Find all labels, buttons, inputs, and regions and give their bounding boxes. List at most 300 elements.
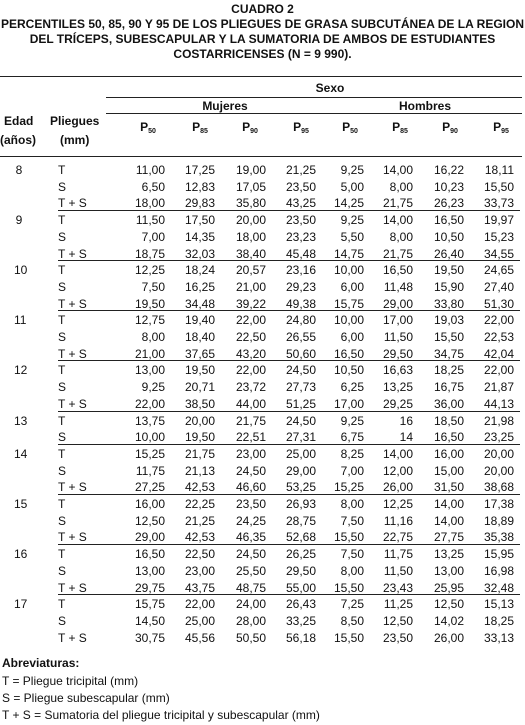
value-cell: 12,25 [134,263,165,278]
table-row [0,278,525,296]
percentile-header: $P_{50}$ [140,120,156,135]
value-cell: 21,75 [184,446,215,461]
value-cell: 29,25 [382,396,413,411]
value-cell: 22,53 [483,330,514,344]
value-cell: 15,90 [433,279,464,294]
value-cell: 26,00 [433,630,464,645]
value-cell: 13,25 [382,380,413,395]
value-cell: 17,38 [483,497,514,511]
value-cell: 13,75 [134,413,165,428]
value-cell: 19,40 [184,313,215,328]
table-row [0,545,525,563]
value-cell: 14,00 [433,497,464,511]
value-cell: 16,50 [433,430,464,445]
table-row [0,161,525,179]
mujeres-header: Mujeres [202,99,248,113]
fold-cell: T + S [58,296,87,311]
fold-cell: T + S [58,580,87,595]
value-cell: 21,75 [382,246,413,261]
value-cell: 33,80 [433,296,464,311]
percentile-header: $P_{85}$ [192,120,208,135]
value-cell: 12,50 [134,513,165,528]
value-cell: 7,50 [340,513,364,528]
value-cell: 16,75 [433,380,464,395]
value-cell: 12,00 [382,463,413,478]
value-cell: 26,23 [433,196,464,211]
age-cell: 12 [14,363,28,378]
age-cell: 16 [14,547,28,562]
value-cell: 14,50 [134,613,165,628]
value-cell: 22,00 [235,313,266,328]
value-cell: 19,50 [184,430,215,445]
value-cell: 15,25 [134,446,165,461]
value-cell: 11,50 [135,213,165,228]
age-cell: 10 [14,263,28,278]
value-cell: 14,00 [382,446,413,461]
abbreviation-item: S = Pliegue subescapular (mm) [2,691,170,705]
value-cell: 16,98 [483,563,514,578]
fold-cell: T [58,597,66,612]
value-cell: 14 [399,430,413,445]
age-cell: 11 [14,313,27,328]
value-cell: 52,68 [285,530,316,545]
value-cell: 12,83 [184,179,215,194]
value-cell: 12,50 [433,597,464,612]
value-cell: 9,25 [340,213,364,228]
value-cell: 13,00 [134,363,165,378]
value-cell: 25,00 [285,446,316,461]
value-cell: 34,75 [433,346,464,361]
fold-cell: T [58,497,66,511]
value-cell: 23,50 [285,179,316,194]
value-cell: 39,22 [235,296,266,311]
table-row [0,462,525,480]
value-cell: 14,02 [433,613,464,628]
edad-unit: (años) [0,133,36,147]
value-cell: 16 [399,413,413,428]
value-cell: 55,00 [285,580,316,595]
value-cell: 23,16 [285,263,316,278]
table-row [0,445,525,463]
value-cell: 35,80 [235,196,266,211]
value-cell: 21,00 [235,279,266,294]
fold-cell: T [58,446,66,461]
value-cell: 33,13 [483,630,514,645]
value-cell: 46,35 [235,530,266,545]
value-cell: 21,25 [184,513,215,528]
value-cell: 28,00 [235,613,266,628]
table-row [0,261,525,279]
age-cell: 14 [14,446,28,461]
value-cell: 20,00 [483,446,514,461]
fold-cell: T [58,213,66,228]
value-cell: 22,51 [235,430,266,445]
value-cell: 8,00 [340,563,364,578]
value-cell: 8,00 [340,497,364,511]
value-cell: 17,50 [184,213,215,228]
value-cell: 8,25 [340,446,364,461]
value-cell: 24,25 [235,513,266,528]
value-cell: 20,00 [483,463,514,478]
value-cell: 17,05 [235,179,266,194]
age-cell: 15 [14,497,28,511]
percentile-header: $P_{95}$ [493,120,509,135]
value-cell: 51,25 [285,396,316,411]
value-cell: 22,00 [235,363,266,378]
value-cell: 14,00 [382,213,413,228]
value-cell: 11,16 [383,513,413,528]
top-rule [0,76,522,77]
value-cell: 10,00 [333,263,364,278]
abbreviation-item: T + S = Sumatoria del pliegue tricipital y subescapular (mm) [2,708,320,722]
value-cell: 43,20 [235,346,266,361]
table-title [0,2,525,62]
value-cell: 23,43 [382,580,413,595]
value-cell: 33,73 [483,196,514,211]
value-cell: 21,98 [483,413,514,428]
value-cell: 26,00 [382,480,413,495]
value-cell: 18,40 [184,330,215,344]
value-cell: 27,40 [483,279,514,294]
value-cell: 13,25 [433,547,464,562]
value-cell: 14,75 [333,246,364,261]
value-cell: 10,23 [433,179,464,194]
header-bottom-rule [0,156,522,157]
value-cell: 18,00 [134,196,165,211]
value-cell: 12,75 [134,313,165,328]
value-cell: 24,65 [483,263,514,278]
value-cell: 31,50 [433,480,464,495]
value-cell: 22,00 [134,396,165,411]
value-cell: 15,50 [433,330,464,344]
value-cell: 11,50 [383,563,413,578]
fold-cell: T + S [58,530,87,545]
fold-cell: S [58,279,67,294]
table-row [0,512,525,530]
value-cell: 16,22 [433,163,464,177]
value-cell: 29,23 [285,279,316,294]
value-cell: 42,04 [483,346,514,361]
value-cell: 24,00 [235,597,266,612]
value-cell: 51,30 [483,296,514,311]
value-cell: 13,00 [134,563,165,578]
value-cell: 24,50 [235,463,266,478]
value-cell: 27,73 [285,380,316,395]
pliegues-unit: (mm) [60,133,90,147]
value-cell: 19,00 [235,163,266,177]
value-cell: 10,50 [433,229,464,244]
value-cell: 24,80 [285,313,316,328]
edad-header: Edad [4,114,34,128]
value-cell: 29,50 [382,346,413,361]
percentile-header: $P_{90}$ [442,120,458,135]
value-cell: 26,43 [285,597,316,612]
value-cell: 26,25 [285,547,316,562]
value-cell: 22,75 [382,530,413,545]
value-cell: 8,00 [389,229,413,244]
value-cell: 16,00 [433,446,464,461]
value-cell: 37,65 [184,346,215,361]
value-cell: 25,95 [433,580,464,595]
value-cell: 15,75 [134,597,165,612]
value-cell: 28,75 [285,513,316,528]
fold-cell: S [58,229,67,244]
fold-cell: T + S [58,396,87,411]
value-cell: 20,00 [235,213,266,228]
value-cell: 49,38 [285,296,316,311]
table-row [0,361,525,379]
value-cell: 48,75 [235,580,266,595]
value-cell: 15,75 [333,296,364,311]
value-cell: 15,13 [483,597,514,612]
table-row [0,228,525,246]
value-cell: 11,48 [383,279,413,294]
value-cell: 19,03 [433,313,464,328]
age-cell: 9 [15,213,23,228]
fold-cell: T [58,363,66,378]
value-cell: 53,25 [285,480,316,495]
value-cell: 23,00 [184,563,215,578]
value-cell: 29,00 [134,530,165,545]
value-cell: 13,00 [433,563,464,578]
value-cell: 15,00 [433,463,464,478]
table-row [0,612,525,630]
value-cell: 7,00 [340,463,364,478]
value-cell: 18,25 [483,613,514,628]
value-cell: 23,72 [235,380,266,395]
title-line-1: PERCENTILES 50, 85, 90 Y 95 DE LOS PLIEGUES DE GRASA SUBCUTÁNEA DE LA REGION [0,17,524,31]
table-row [0,311,525,329]
value-cell: 9,25 [340,163,364,177]
value-cell: 20,00 [184,413,215,428]
value-cell: 12,50 [382,613,413,628]
value-cell: 10,50 [333,363,364,378]
value-cell: 14,25 [333,196,364,211]
value-cell: 17,25 [184,163,215,177]
value-cell: 7,00 [141,229,165,244]
value-cell: 21,75 [235,413,266,428]
value-cell: 16,50 [134,547,165,562]
value-cell: 11,25 [383,597,413,612]
value-cell: 15,25 [333,480,364,495]
value-cell: 30,75 [134,630,165,645]
fold-cell: S [58,380,67,395]
value-cell: 19,50 [433,263,464,278]
percentile-header: $P_{90}$ [242,120,258,135]
value-cell: 29,50 [285,563,316,578]
value-cell: 15,50 [333,530,364,545]
fold-cell: S [58,463,67,478]
fold-cell: T + S [58,246,87,261]
value-cell: 7,50 [340,547,364,562]
fold-cell: T + S [58,630,87,645]
title-line-3: COSTARRICENSES (N = 9 990). [173,47,352,61]
fold-cell: S [58,430,67,445]
value-cell: 26,55 [285,330,316,344]
value-cell: 19,50 [184,363,215,378]
value-cell: 38,68 [483,480,514,495]
value-cell: 8,50 [340,613,364,628]
table-number: CUADRO 2 [231,2,294,16]
value-cell: 18,25 [433,363,464,378]
fold-cell: S [58,513,67,528]
value-cell: 23,00 [235,446,266,461]
value-cell: 5,00 [340,179,364,194]
value-cell: 24,50 [285,363,316,378]
value-cell: 11,75 [383,547,413,562]
value-cell: 42,53 [184,530,215,545]
value-cell: 25,00 [184,613,215,628]
value-cell: 20,71 [184,380,215,395]
value-cell: 18,11 [484,163,514,177]
age-cell: 13 [14,413,28,428]
value-cell: 38,50 [184,396,215,411]
fold-cell: T [58,263,66,278]
value-cell: 18,75 [134,246,165,261]
fold-cell: S [58,613,67,628]
value-cell: 19,50 [134,296,165,311]
value-cell: 21,87 [483,380,514,395]
value-cell: 15,50 [333,580,364,595]
table-row [0,211,525,229]
value-cell: 23,25 [483,430,514,445]
value-cell: 38,40 [235,246,266,261]
value-cell: 14,35 [184,229,215,244]
value-cell: 21,00 [134,346,165,361]
value-cell: 32,03 [184,246,215,261]
abbreviations-heading: Abreviaturas: [2,656,80,670]
table-row [0,412,525,430]
value-cell: 16,00 [134,497,165,511]
value-cell: 23,50 [235,497,266,511]
value-cell: 45,56 [184,630,215,645]
fold-cell: S [58,179,67,194]
fold-cell: T [58,313,66,328]
age-cell: 8 [15,163,23,177]
value-cell: 16,63 [382,363,413,378]
value-cell: 18,00 [235,229,266,244]
fold-cell: T [58,413,66,428]
fold-cell: T + S [58,480,87,495]
value-cell: 45,48 [285,246,316,261]
value-cell: 50,50 [235,630,266,645]
fold-cell: T [58,547,66,562]
value-cell: 44,13 [483,396,514,411]
value-cell: 56,18 [285,630,316,645]
value-cell: 12,25 [382,497,413,511]
title-line-2: DEL TRÍCEPS, SUBESCAPULAR Y LA SUMATORIA DE AMBOS DE ESTUDIANTES [29,32,496,46]
value-cell: 16,50 [382,263,413,278]
value-cell: 15,95 [483,547,514,562]
table-row [0,178,525,196]
value-cell: 21,25 [285,163,316,177]
value-cell: 21,75 [382,196,413,211]
value-cell: 10,00 [333,313,364,328]
table-row [0,495,525,513]
pliegues-header: Pliegues [50,114,100,128]
value-cell: 43,75 [184,580,215,595]
value-cell: 14,00 [433,513,464,528]
value-cell: 27,25 [134,480,165,495]
value-cell: 34,48 [184,296,215,311]
percentile-header: $P_{85}$ [392,120,408,135]
percentile-header: $P_{50}$ [342,120,358,135]
table-row [0,328,525,346]
value-cell: 22,50 [235,330,266,344]
value-cell: 29,00 [285,463,316,478]
value-cell: 6,00 [340,279,364,294]
value-cell: 23,50 [382,630,413,645]
value-cell: 6,75 [340,430,364,445]
value-cell: 33,25 [285,613,316,628]
value-cell: 18,89 [483,513,514,528]
value-cell: 10,00 [134,430,165,445]
table-row [0,562,525,580]
value-cell: 27,31 [285,430,316,445]
value-cell: 7,50 [141,279,165,294]
value-cell: 24,50 [285,413,316,428]
value-cell: 44,00 [235,396,266,411]
value-cell: 22,25 [184,497,215,511]
value-cell: 6,25 [340,380,364,395]
value-cell: 14,00 [382,163,413,177]
value-cell: 17,00 [382,313,413,328]
value-cell: 9,25 [141,380,165,395]
value-cell: 11,75 [135,463,165,478]
abbreviation-item: T = Pliegue tricipital (mm) [2,674,139,688]
value-cell: 16,25 [184,279,215,294]
value-cell: 5,50 [340,229,364,244]
table-row [0,378,525,396]
value-cell: 27,75 [433,530,464,545]
value-cell: 36,00 [433,396,464,411]
value-cell: 29,00 [382,296,413,311]
value-cell: 26,40 [433,246,464,261]
value-cell: 21,13 [184,463,215,478]
value-cell: 35,38 [483,530,514,545]
value-cell: 16,50 [333,346,364,361]
value-cell: 50,60 [285,346,316,361]
value-cell: 29,83 [184,196,215,211]
value-cell: 15,50 [333,630,364,645]
value-cell: 22,50 [184,547,215,562]
sexo-rule [106,97,522,98]
value-cell: 24,50 [235,547,266,562]
value-cell: 18,50 [433,413,464,428]
age-cell: 17 [14,597,28,612]
sex-group-rule [106,113,522,114]
value-cell: 8,00 [141,330,165,344]
value-cell: 34,55 [483,246,514,261]
value-cell: 17,00 [333,396,364,411]
value-cell: 23,23 [285,229,316,244]
value-cell: 29,75 [134,580,165,595]
fold-cell: T [58,163,66,177]
value-cell: 32,48 [483,580,514,595]
value-cell: 46,60 [235,480,266,495]
table-row [0,629,525,647]
fold-cell: T + S [58,196,87,211]
value-cell: 22,00 [483,363,514,378]
hombres-header: Hombres [398,99,451,113]
value-cell: 15,23 [483,229,514,244]
value-cell: 18,24 [184,263,215,278]
value-cell: 8,00 [389,179,413,194]
value-cell: 43,25 [285,196,316,211]
value-cell: 22,00 [184,597,215,612]
value-cell: 22,00 [483,313,514,328]
value-cell: 9,25 [340,413,364,428]
